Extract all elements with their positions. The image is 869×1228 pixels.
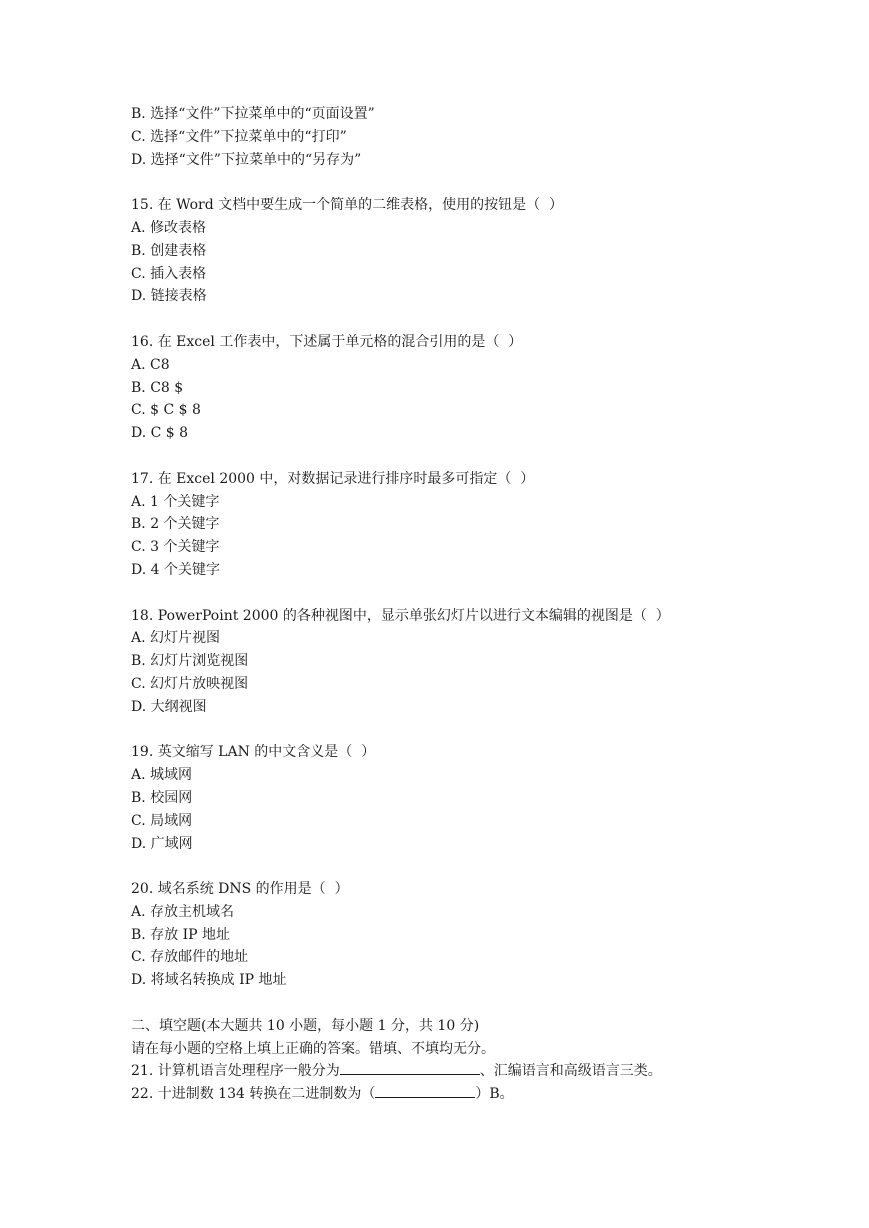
option-d: D. 4 个关键字 [131,561,220,578]
question-22-before: 22. 十进制数 134 转换在二进制数为（ [131,1086,376,1103]
option-c: C. 3 个关键字 [131,539,220,556]
answer-blank [340,1060,480,1075]
question-15 [131,194,831,308]
option-d: D. 选择“文件”下拉菜单中的“另存为” [131,151,362,168]
question-stem: 20. 域名系统 DNS 的作用是（ ） [131,881,349,898]
option-a: A. C8 [131,356,170,373]
option-c: C. $ C $ 8 [131,402,201,419]
option-b: B. 幻灯片浏览视图 [131,653,249,670]
option-b: B. C8 $ [131,379,184,396]
question-stem: 15. 在 Word 文档中要生成一个简单的二维表格，使用的按钮是（ ） [131,197,564,214]
option-b: B. 创建表格 [131,242,207,259]
section-instruction: 请在每小题的空格上填上正确的答案。错填、不填均无分。 [131,1040,495,1057]
option-b: B. 存放 IP 地址 [131,926,231,943]
option-d: D. 广域网 [131,835,193,852]
option-b: B. 校园网 [131,789,193,806]
option-c: C. 局域网 [131,812,193,829]
option-d: D. 大纲视图 [131,698,207,715]
carryover-options [131,103,831,171]
question-stem: 16. 在 Excel 工作表中，下述属于单元格的混合引用的是（ ） [131,333,523,350]
option-c: C. 插入表格 [131,265,207,282]
section-heading: 二、填空题(本大题共 10 小题，每小题 1 分，共 10 分) [131,1017,480,1034]
question-16 [131,331,831,445]
option-c: C. 幻灯片放映视图 [131,675,249,692]
question-17 [131,468,831,582]
section-fill-in [131,1015,831,1106]
option-d: D. 链接表格 [131,288,207,305]
option-d: D. 将域名转换成 IP 地址 [131,972,287,989]
question-stem: 17. 在 Excel 2000 中，对数据记录进行排序时最多可指定（ ） [131,470,535,487]
answer-blank [375,1083,475,1098]
option-b: B. 2 个关键字 [131,516,220,533]
question-22-after: ）B。 [475,1086,514,1103]
option-d: D. C $ 8 [131,425,189,442]
option-a: A. 幻灯片视图 [131,630,221,647]
question-18 [131,605,831,719]
option-a: A. 存放主机域名 [131,903,235,920]
question-stem: 18. PowerPoint 2000 的各种视图中，显示单张幻灯片以进行文本编辑的视图是（ ） [131,607,670,624]
question-stem: 19. 英文缩写 LAN 的中文含义是（ ） [131,744,376,761]
option-c: C. 选择“文件”下拉菜单中的“打印” [131,128,347,145]
question-21 [131,1060,831,1083]
option-a: A. 修改表格 [131,219,207,236]
option-c: C. 存放邮件的地址 [131,949,249,966]
option-a: A. 城域网 [131,767,193,784]
option-a: A. 1 个关键字 [131,493,220,510]
question-21-before: 21. 计算机语言处理程序一般分为 [131,1063,340,1080]
question-22 [131,1083,831,1106]
document-page [131,103,831,1106]
question-21-after: 、汇编语言和高级语言三类。 [479,1063,662,1080]
question-20 [131,878,831,992]
option-b: B. 选择“文件”下拉菜单中的“页面设置” [131,106,375,122]
question-19 [131,741,831,855]
